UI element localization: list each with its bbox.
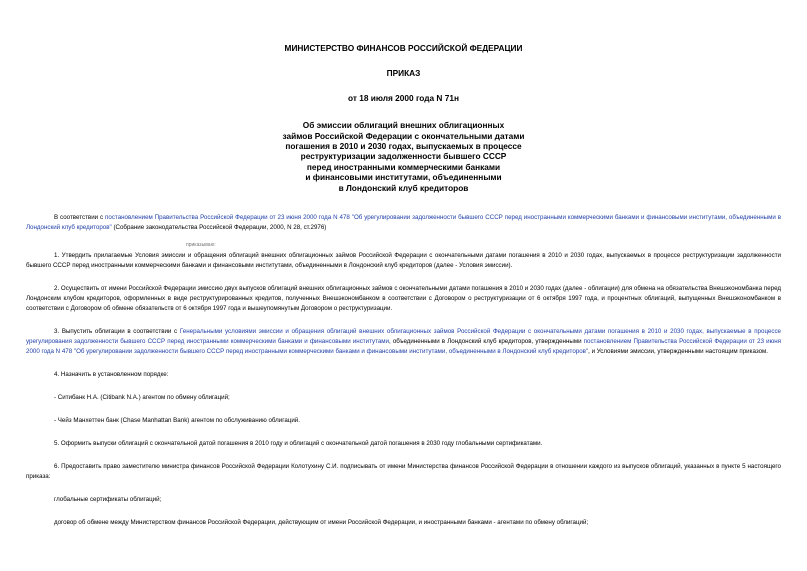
title-line: займов Российской Федерации с окончательными датами <box>282 130 525 141</box>
paragraph-6-item-certificates: глобальные сертификаты облигаций; <box>54 496 162 504</box>
government-decree-link[interactable]: постановлением Правительства Российской Федерации от 23 июня 2000 года N 478 "Об урегулировании задолженности бывшего СССР перед иностранными коммерческими банками и финансовыми институтами, объединенными в Лондонский клуб кредиторов" <box>26 214 781 232</box>
paragraph-3-tail: , и Условиями эмиссии, утвержденными настоящим приказом. <box>588 348 769 356</box>
paragraph-4-item-chase: - Чейз Манхеттен банк (Chase Manhattan Bank) агентом по обслуживанию облигаций. <box>54 417 300 425</box>
paragraph-3-lead: 3. Выпустить облигации в соответствии с <box>54 328 180 336</box>
preamble-tail: (Собрание законодательства Российской Федерации, 2000, N 28, ст.2976) <box>111 224 327 232</box>
ministry-heading: МИНИСТЕРСТВО ФИНАНСОВ РОССИЙСКОЙ ФЕДЕРАЦИИ <box>284 43 523 53</box>
order-heading: ПРИКАЗ <box>386 68 421 79</box>
preamble-paragraph <box>26 213 781 233</box>
title-line: и финансовыми институтами, объединенными <box>305 172 502 183</box>
paragraph-6-item-agreement: договор об обмене между Министерством финансов Российской Федерации, действующим от имени Российской Федерации, и иностранными банками - агентами по обмену облигаций; <box>54 519 589 527</box>
order-marker: приказываю: <box>186 242 216 249</box>
title-line: реструктуризации задолженности бывшего СССР <box>300 151 507 162</box>
title-line: в Лондонский клуб кредиторов <box>338 182 469 193</box>
title-line: Об эмиссии облигаций внешних облигационных <box>302 120 505 131</box>
paragraph-5: 5. Оформить выпуски облигаций с окончательной датой погашения в 2010 году и облигаций с окончательной датой погашения в 2030 году глобальными сертификатами. <box>54 440 543 448</box>
paragraph-1: 1. Утвердить прилагаемые Условия эмиссии и обращения облигаций внешних облигационных займов Российской Федерации с окончательными датами погашения в 2010 и 2030 годах, выпускаемых в процессе реструктуризации задолженности бывшего СССР перед иностранными коммерческими банками и финансовыми институтами, объединенными в Лондонский клуб кредиторов (далее - Условия эмиссии). <box>26 252 781 270</box>
document-title <box>26 103 781 193</box>
paragraph-4: 4. Назначить в установленном порядке: <box>54 371 169 379</box>
general-conditions-link[interactable]: Генеральными условиями эмиссии и обращения облигаций внешних облигационных займов Российской Федерации с окончательными датами погашения в 2010 и 2030 годах, выпускаемые в процессе урегулирования задолженности бывшего СССР перед иностранными коммерческими банками и финансовыми институтами <box>26 328 781 346</box>
decree-478-link[interactable]: постановлением Правительства Российской Федерации от 23 июня 2000 года N 478 "Об урегулировании задолженности бывшего СССР перед иностранными коммерческими банками и финансовыми институтами, объединенными в Лондонский клуб кредиторов" <box>26 338 781 356</box>
paragraph-6: 6. Предоставить право заместителю министра финансов Российской Федерации Колотухину С.И. подписывать от имени Министерства финансов Российской Федерации в отношении каждого из выпусков облигаций, указанных в пункте 5 настоящего приказа: <box>26 463 781 481</box>
title-line: перед иностранными коммерческими банками <box>306 161 501 172</box>
paragraph-2: 2. Осуществить от имени Российской Федерации эмиссию двух выпусков облигаций внешних облигационных займов с окончательными датами погашения в 2010 и 2030 годах (далее - облигации) для обмена на обязательства Внешэкономбанка перед Лондонским клубом кредиторов, оформленных в виде реструктурированных кредитов, полученных Внешэкономбанком в соответствии с Договором о реструктуризации от 6 октября 1997 года, и процентных облигаций, выпущенных Внешэкономбанком в соответствии с Договором об обмене обязательств от 6 октября 1997 года и вышеупомянутым Договором о реструктуризации. <box>26 285 781 313</box>
preamble-lead: В соответствии с <box>54 214 106 222</box>
paragraph-4-item-citibank: - Ситибанк Н.А. (Citibank N.A.) агентом по обмену облигаций; <box>54 394 230 402</box>
paragraph-3-mid: , объединенными в Лондонский клуб кредиторов, утвержденными <box>389 338 584 346</box>
paragraph-3 <box>26 327 781 357</box>
title-line: погашения в 2010 и 2030 годах, выпускаемых в процессе <box>285 141 522 152</box>
order-date: от 18 июля 2000 года N 71н <box>348 92 459 103</box>
